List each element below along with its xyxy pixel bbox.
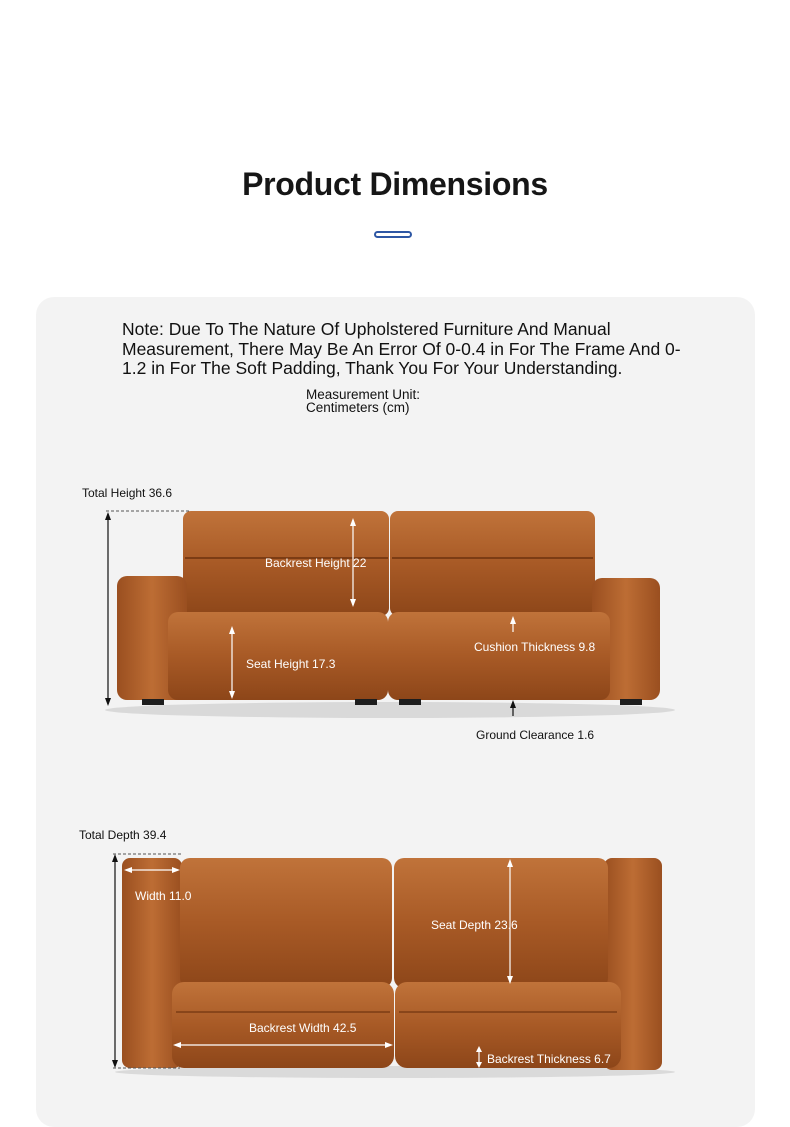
backrest-thickness-label: Backrest Thickness 6.7 <box>487 1052 611 1066</box>
front-view-sofa <box>105 511 675 718</box>
backrest-width-label: Backrest Width 42.5 <box>249 1021 357 1035</box>
backrest-height-label: Backrest Height 22 <box>265 556 367 570</box>
page-title: Product Dimensions <box>242 166 548 202</box>
measurement-note: Note: Due To The Nature Of Upholstered Furniture And Manual Measurement, There May Be An Error Of 0-0.4 in For The Frame And 0-1.2 in For The Soft Padding, Thank You For Your Understanding. <box>122 319 681 378</box>
top-view-sofa <box>112 854 675 1078</box>
width-label: Width 11.0 <box>135 889 192 903</box>
total-height-label: Total Height 36.6 <box>82 486 173 500</box>
seat-depth-label: Seat Depth 23.6 <box>431 918 518 932</box>
total-depth-label: Total Depth 39.4 <box>79 828 167 842</box>
unit-line-2: Centimeters (cm) <box>306 400 410 415</box>
ground-clearance-label: Ground Clearance 1.6 <box>476 728 595 742</box>
seat-height-label: Seat Height 17.3 <box>246 657 336 671</box>
cushion-thickness-label: Cushion Thickness 9.8 <box>474 640 596 654</box>
unit-line-1: Measurement Unit: <box>306 387 421 402</box>
